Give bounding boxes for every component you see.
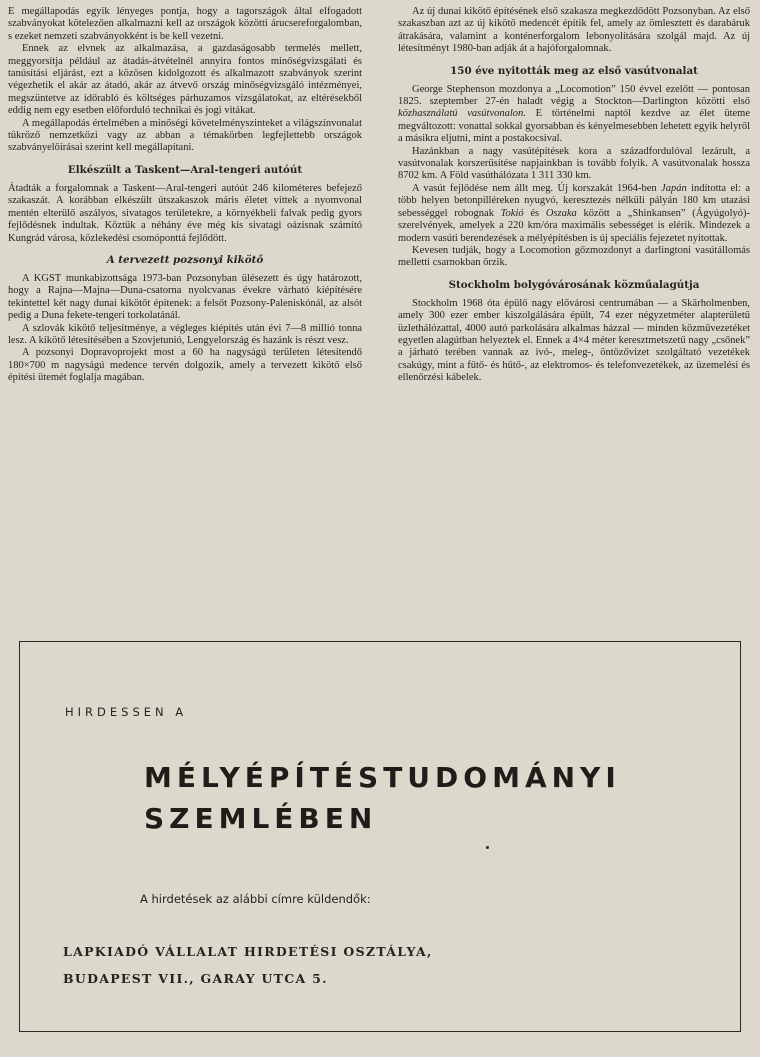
section-heading-pozsony: A tervezett pozsonyi kikötő bbox=[106, 253, 264, 266]
advert-address bbox=[63, 938, 433, 992]
left-column bbox=[8, 6, 362, 385]
address-line: BUDAPEST VII., GARAY UTCA 5. bbox=[63, 971, 328, 986]
paragraph: Hazánkban a nagy vasútépítések kora a századfordulóval lezárult, a vasútvonalak korszerűsítése napjainkban is tovább folyik. A vasútvonalak hossza 8702 km. A Föld vasúthálózata 1 311 330 km. bbox=[398, 145, 750, 182]
advert-note: A hirdetések az alábbi címre küldendők: bbox=[140, 892, 371, 906]
section-heading-taskent: Elkészült a Taskent—Aral-tengeri autóút bbox=[67, 163, 303, 176]
section-heading-stockholm: Stockholm bolygóvárosának közműalagútja bbox=[448, 278, 700, 291]
paragraph: Stockholm 1968 óta épülő nagy elővárosi centrumában — a Skärholmenben, amely 300 ezer ember kiszolgálására épült, 74 ezer négyzetméter alapterületű üzlethálózattal, 4000 autó parkolására alkalmas házzal — minden közművezetéket egyetlen alagútban helyeztek el. Ennek a 4×4 méter keresztmetszetű nagy „csőnek” a járható terében vannak az ivó-, meleg-, öntözővizet szolgáltató vezetékek csakúgy, mint a fűtő- és hűtő-, az elektromos- és telefonvezetékek, az üzemelési és ellenőrzési kábelek. bbox=[398, 297, 750, 384]
paragraph: A megállapodás értelmében a minőségi követelményszinteket a világszínvonalat tükröző nemzetközi vagy az abban a témakörben legfejlettebb országok szabványelőírásai szerint kell megállapítani. bbox=[8, 117, 362, 154]
paragraph: A pozsonyi Dopravoprojekt most a 60 ha nagyságú területen létesítendő 180×700 m nagyságú medence tervén dolgozik, amely a tervezett kikötő első építési ütemét foglalja magában. bbox=[8, 347, 362, 384]
paragraph bbox=[398, 84, 750, 146]
text-run: A vasút fejlődése nem állt meg. Új korszakát 1964-ben bbox=[412, 182, 662, 194]
italic-run: Japán bbox=[661, 182, 687, 194]
italic-run: Oszaka bbox=[545, 207, 577, 219]
advert-title bbox=[144, 757, 621, 839]
paragraph: Átadták a forgalomnak a Taskent—Aral-tengeri autóút 246 kilométeres befejező szakaszát. A korábban elkészült útszakaszok máris életet vittek a nyomvonal mentén elterülő aszályos, sivatagos területekre, a környékbeli falvak pedig gyors fejlődésnek indultak. Köztük a néhány éve még kis sivatagi oázisnak számító Kungrád városa, közlekedési csomóponttá fejlődött. bbox=[8, 182, 362, 244]
print-speck bbox=[486, 846, 489, 849]
paragraph: A szlovák kikötő teljesítménye, a végleges kiépítés után évi 7—8 millió tonna lesz. A kikötő létesítésében a Szovjetunió, Lengyelország és hazánk is részt vesz. bbox=[8, 322, 362, 346]
text-run: között a „Shinkansen” (Ágyúgolyó)-szerelvények, amelyek a 220 km/óra maximális sebességet is elérik. Mindezek a modern vasúti berendezések a mélyépítésben is új speciális fejezetet nyitottak. bbox=[398, 207, 750, 244]
italic-run: közhasználatú vasútvonalon. bbox=[398, 108, 526, 120]
advert-title-line: SZEMLÉBEN bbox=[144, 802, 378, 835]
address-line: LAPKIADÓ VÁLLALAT HIRDETÉSI OSZTÁLYA, bbox=[63, 944, 433, 959]
section-heading-railway: 150 éve nyitották meg az első vasútvonalat bbox=[450, 64, 698, 77]
paragraph: E megállapodás egyik lényeges pontja, hogy a tagországok által elfogadott szabványokat kötelezően alkalmazni kell az országok közötti árucsereforgalomban, s ezeket nemzeti szabványokként is be kell vezetni. bbox=[8, 6, 362, 42]
advert-lead: HIRDESSEN A bbox=[65, 705, 188, 719]
advert-title-line: MÉLYÉPÍTÉSTUDOMÁNYI bbox=[144, 761, 621, 794]
paragraph bbox=[398, 183, 750, 245]
text-run: indította el: a több helyen betonpilléreken nyugvó, keresztezés nélküli pályán 180 km utazási sebességgel robognak bbox=[398, 182, 750, 219]
paragraph: Az új dunai kikötő építésének első szakasza megkezdődött Pozsonyban. Az első szakaszban azt az új kikötő medencét építik fel, amely az ömlesztett és darabáruk átrakására, valamint a konténerforgalom lebonyolítására szolgál majd. Az új létesítményt 1980-ban adják át a hajóforgalomnak. bbox=[398, 6, 750, 55]
paragraph: Kevesen tudják, hogy a Locomotion gőzmozdonyt a darlingtoni vasútállomás melletti csarnokban őrzik. bbox=[398, 244, 750, 269]
text-run: George Stephenson mozdonya a „Locomotion” 150 évvel ezelőtt — pontosan 1825. szeptember 27-én haladt végig a Stockton—Darlington közötti első bbox=[398, 83, 750, 108]
text-run: és bbox=[523, 207, 546, 219]
paragraph: A KGST munkabizottsága 1973-ban Pozsonyban ülésezett és úgy határozott, hogy a Rajna—Majna—Duna-csatorna nyolcvanas évekre várható kiépítésére tekintettel két nagy dunai kikötőt építenek: a felsőt Pozsony-Paleniskónál, az alsót pedig a Duna fekete-tengeri torkolatánál. bbox=[8, 272, 362, 322]
text-run: E történelmi naptól kezdve az élet üteme megváltozott: vonattal sokkal gyorsabban és kényelmesebben lehetett egyik helyről a másikra eljutni, mint a postakocsival. bbox=[398, 108, 750, 145]
paragraph: Ennek az elvnek az alkalmazása, a gazdaságosabb termelés mellett, meggyorsítja például az átadás-átvételnél annyira fontos minőségvizsgálati és tanúsítási eljárást, ezt a közösen kidolgozott és alkalmazott szabványok szerint végezhetik el akár az átadó, akár az átvevő ország minőségvizsgáló intézményei, megszüntetve az időrabló és költséges párhuzamos vizsgálatokat, az eltérésekből eddig nem egy esetben előforduló technikai és jogi vitákat. bbox=[8, 43, 362, 117]
advertisement-box bbox=[19, 641, 741, 1032]
right-column bbox=[398, 6, 750, 385]
italic-run: Tokió bbox=[500, 207, 524, 219]
